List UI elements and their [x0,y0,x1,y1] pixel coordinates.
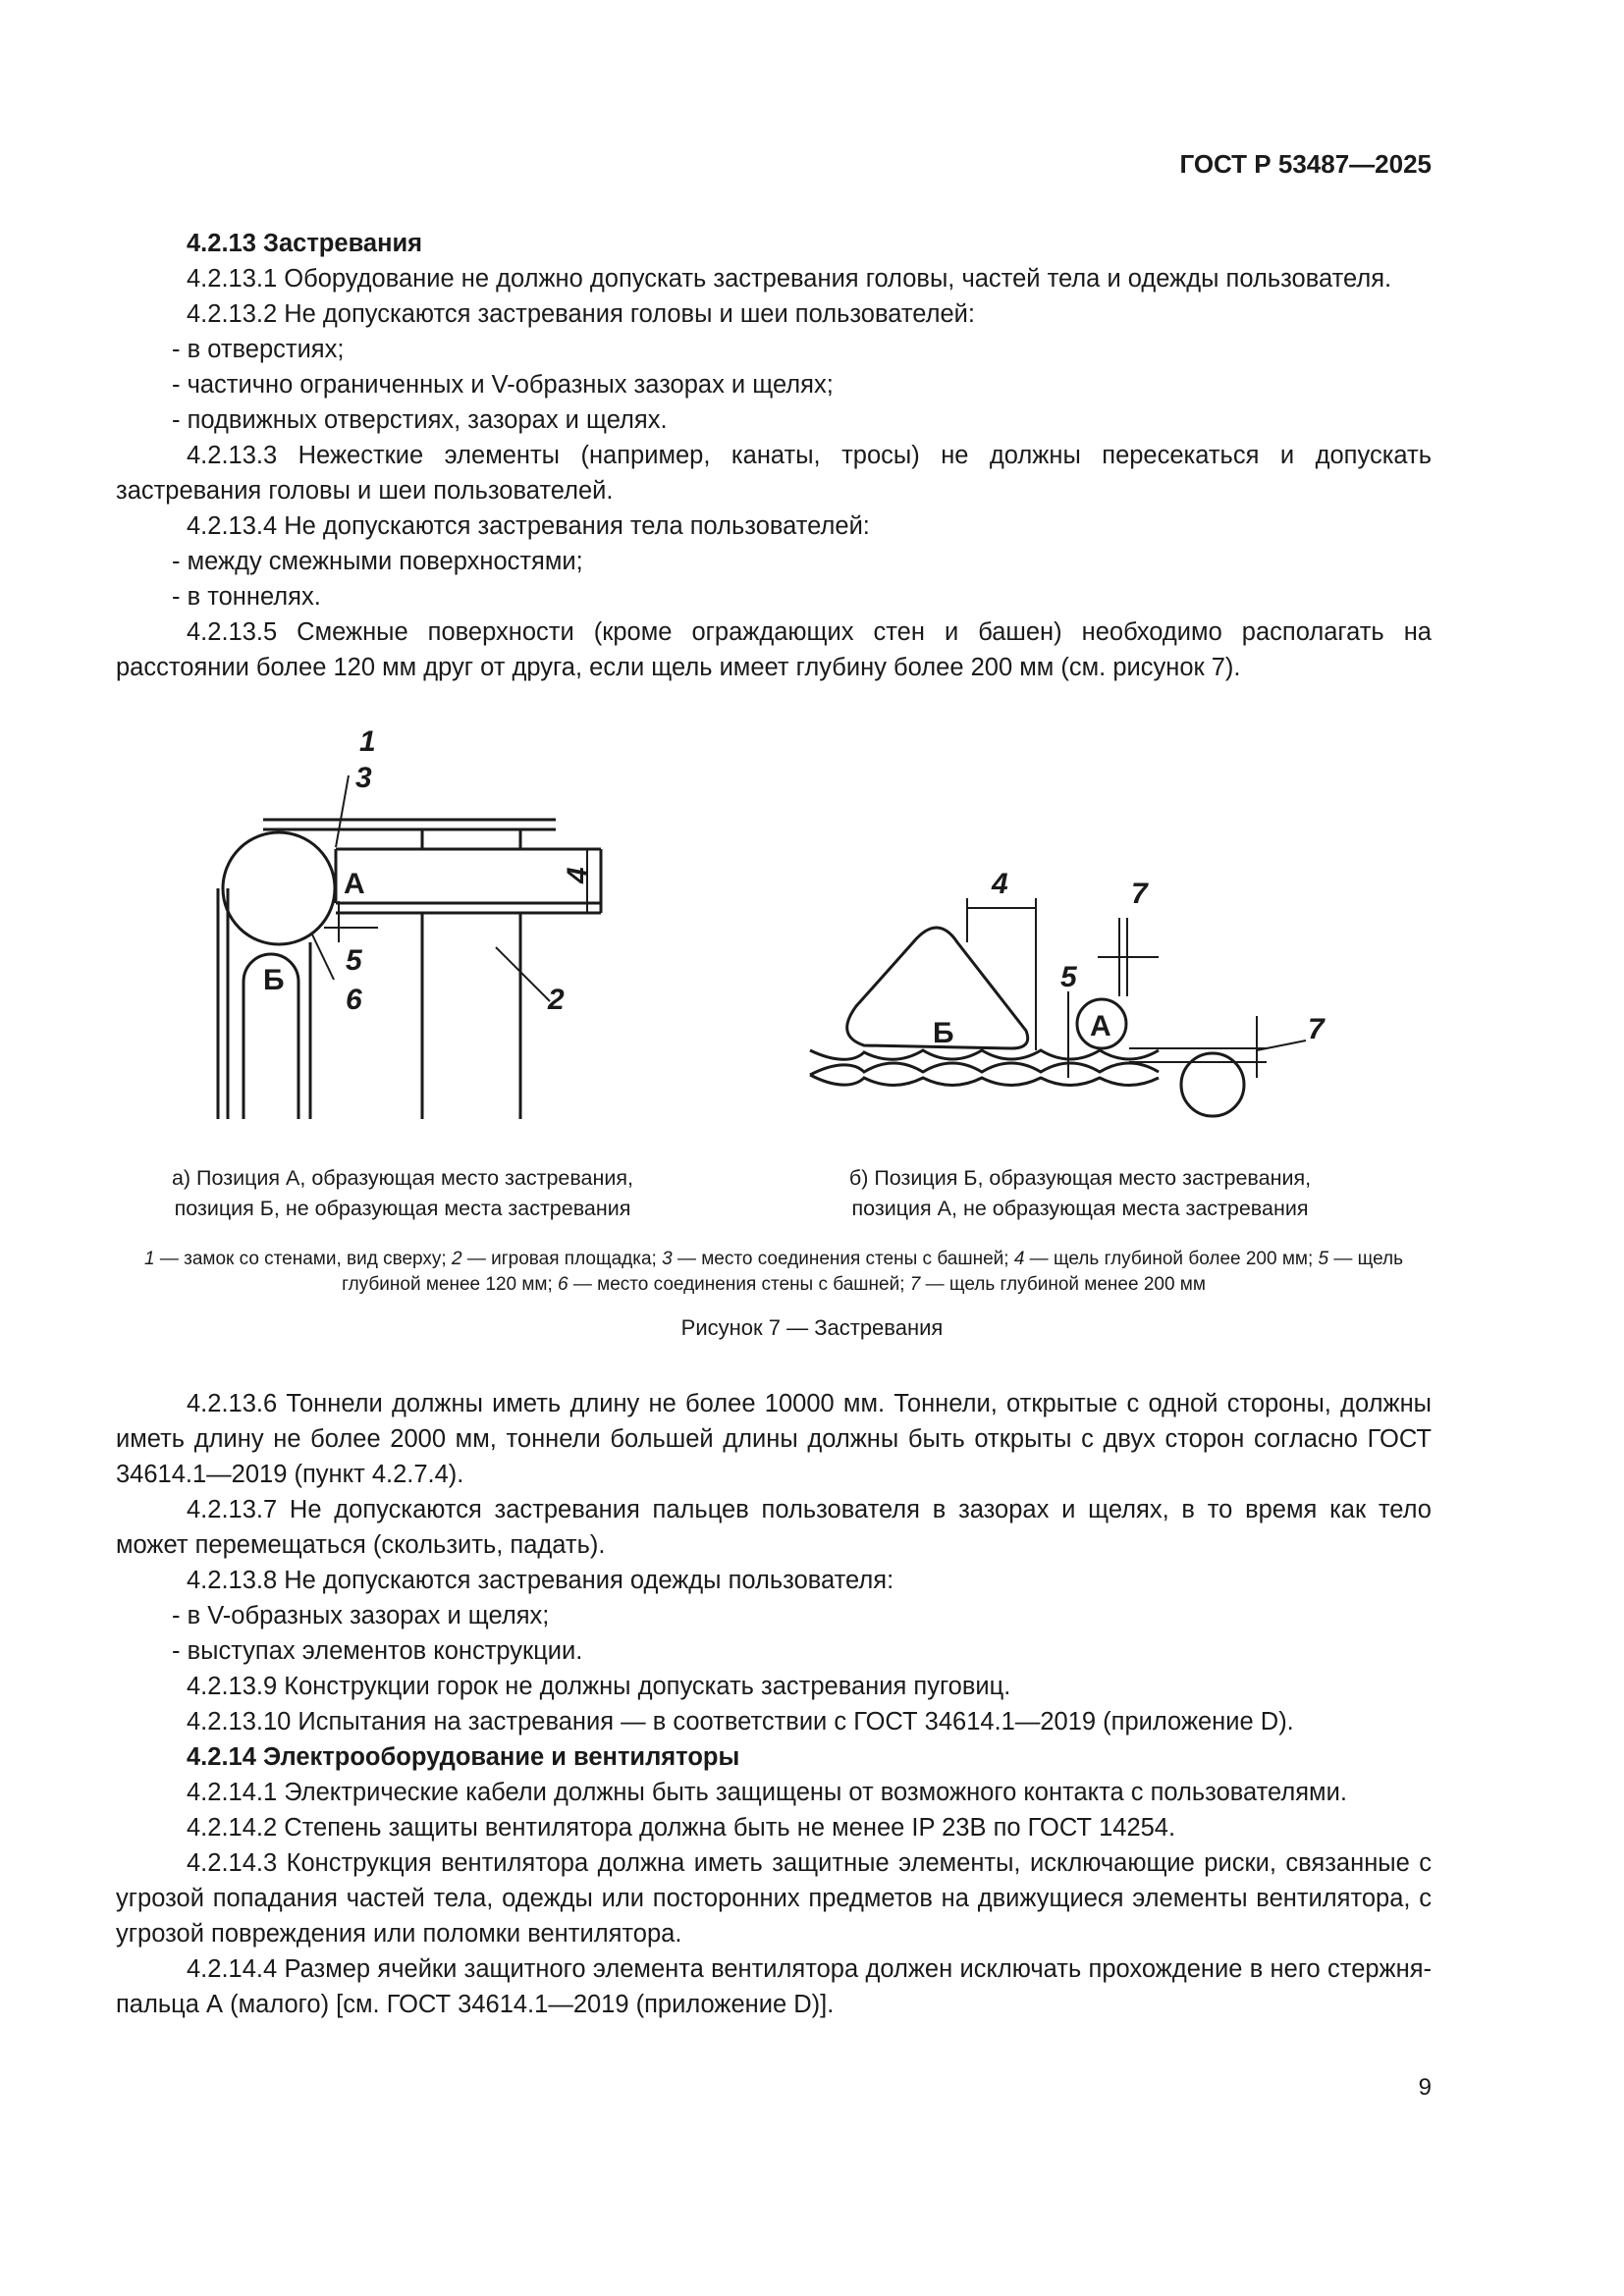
legend-text: — место соединения стены с башней; [672,1249,1014,1269]
legend-number: 4 [1013,1249,1025,1269]
list-item: - выступах элементов конструкции. [116,1633,1432,1669]
label-7a: 7 [1131,878,1148,910]
legend-text: — щель глубиной менее 120 мм; [342,1249,1404,1295]
paragraph: 4.2.13.7 Не допускаются застревания пальцев пользователя в зазорах и щелях, в то время как тело может перемещаться (скользить, падать). [116,1496,1432,1559]
label-4b: 4 [992,868,1008,900]
legend-text: — место соединения стены с башней; [568,1274,910,1295]
paragraph: 4.2.13.9 Конструкции горок не должны допускать застревания пуговиц. [187,1673,1011,1700]
label-5: 5 [346,944,362,977]
list-item: - подвижных отверстиях, зазорах и щелях. [116,402,1432,438]
list-item: - между смежными поверхностями; [116,544,1432,579]
position-a-label-b: А [1090,1010,1111,1042]
legend-number: 2 [451,1249,462,1269]
label-7b: 7 [1308,1013,1325,1045]
page-number: 9 [1418,2074,1432,2101]
label-1: 1 [359,725,376,758]
legend-number: 5 [1318,1249,1329,1269]
caption-b: б) Позиция Б, образующая место застревания, позиция А, не образующая места застревания [848,1166,1312,1220]
paragraph: 4.2.13.10 Испытания на застревания — в соответствии с ГОСТ 34614.1—2019 (приложение D). [187,1708,1294,1735]
section-heading: 4.2.14 Электрооборудование и вентиляторы [187,1743,740,1771]
legend-text: — щель глубиной менее 200 мм [920,1274,1206,1295]
legend-number: 7 [909,1274,921,1295]
paragraph: 4.2.13.8 Не допускаются застревания одежды пользователя: [187,1567,894,1594]
label-3: 3 [355,762,372,794]
label-4: 4 [562,867,594,883]
paragraph: 4.2.13.2 Не допускаются застревания головы и шеи пользователей: [187,300,975,328]
label-5b: 5 [1060,961,1077,993]
paragraph: 4.2.13.5 Смежные поверхности (кроме ограждающих стен и башен) необходимо располагать на расстоянии более 120 мм друг от друга, если щель имеет глубину более 200 мм (см. рисунок 7). [116,618,1432,681]
legend-text: — замок со стенами, вид сверху; [154,1249,452,1269]
legend-number: 6 [558,1274,568,1295]
section-heading: 4.2.13 Застревания [187,230,423,257]
paragraph: 4.2.13.3 Нежесткие элементы (например, канаты, тросы) не должны пересекаться и допускать застревания головы и шеи пользователей. [116,442,1432,505]
section-electrical-text [116,1386,1432,2022]
position-b-label: Б [263,964,285,996]
paragraph: 4.2.13.4 Не допускаются застревания тела пользователей: [187,512,870,540]
figure-title: Рисунок 7 — Застревания [680,1315,944,1340]
legend-text: — щель глубиной более 200 мм; [1024,1249,1319,1269]
paragraph: 4.2.13.6 Тоннели должны иметь длину не более 10000 мм. Тоннели, открытые с одной стороны, должны иметь длину не более 2000 мм, тоннели большей длины должны быть открыты с двух сторон согласно ГОСТ 34614.1—2019 (пункт 4.2.7.4). [116,1390,1432,1488]
list-item: - в V-образных зазорах и щелях; [116,1598,1432,1633]
position-b-label-b: Б [933,1017,954,1049]
label-2: 2 [548,984,565,1016]
paragraph: 4.2.14.1 Электрические кабели должны быть защищены от возможного контакта с пользователями. [187,1779,1347,1806]
section-entrapment-text [116,226,1432,685]
figure-7-drawing [0,707,1624,1217]
legend-number: 1 [143,1249,155,1269]
legend-text: — игровая площадка; [461,1249,663,1269]
list-item: - в тоннелях. [116,579,1432,614]
list-item: - частично ограниченных и V-образных зазорах и щелях; [116,367,1432,402]
label-6: 6 [346,984,362,1016]
legend-number: 3 [662,1249,673,1269]
paragraph: 4.2.14.3 Конструкция вентилятора должна иметь защитные элементы, исключающие риски, связанные с угрозой попадания частей тела, одежды или посторонних предметов на движущиеся элементы вентилятора, с угрозой повреждения или поломки вентилятора. [116,1849,1432,1948]
paragraph: 4.2.14.4 Размер ячейки защитного элемента вентилятора должен исключать прохождение в него стержня-пальца А (малого) [см. ГОСТ 34614.1—2019 (приложение D)]. [116,1955,1432,2018]
caption-a: а) Позиция А, образующая место застревания, позиция Б, не образующая места застревания [171,1166,634,1220]
list-item: - в отверстиях; [116,332,1432,367]
document-id: ГОСТ Р 53487—2025 [1179,149,1432,179]
position-a-label: А [344,868,365,900]
paragraph: 4.2.13.1 Оборудование не должно допускать застревания головы, частей тела и одежды пользователя. [187,265,1392,293]
figure-panel-b [810,868,1326,1116]
figure-panel-a [218,725,601,1119]
figure-legend [116,1247,1432,1298]
paragraph: 4.2.14.2 Степень защиты вентилятора должна быть не менее IP 23B по ГОСТ 14254. [187,1814,1176,1842]
